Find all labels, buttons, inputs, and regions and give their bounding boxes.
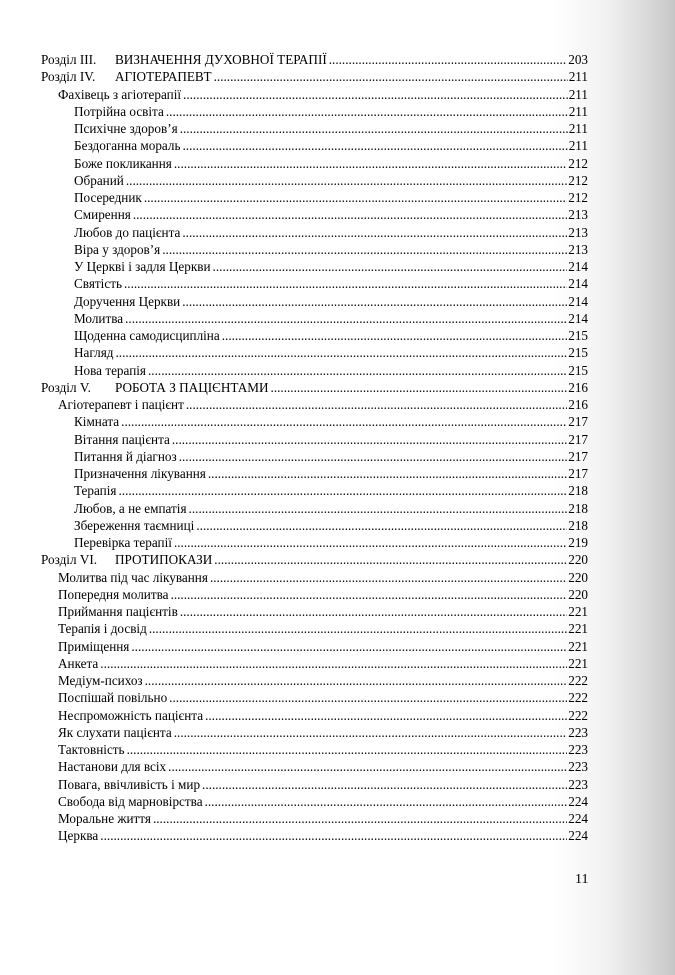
entry-page-number: 217 xyxy=(568,466,588,481)
toc-entry xyxy=(0,103,675,120)
toc-entry-line xyxy=(74,344,588,361)
dot-leader xyxy=(186,396,567,413)
toc-entry-title xyxy=(58,758,167,775)
entry-page-number: 218 xyxy=(568,517,588,533)
dot-leader xyxy=(115,344,567,361)
toc-entry-line xyxy=(74,327,588,344)
toc-entry-title xyxy=(58,776,201,793)
dot-leader xyxy=(222,327,568,344)
dot-leader xyxy=(205,793,568,810)
entry-title: Доручення Церкви xyxy=(74,293,181,309)
entry-page-number: 224 xyxy=(568,828,588,844)
entry-page-number: 211 xyxy=(568,138,588,154)
entry-title: Медіум-психоз xyxy=(58,673,143,688)
dot-leader xyxy=(127,741,568,758)
dot-leader xyxy=(213,258,568,275)
toc-entry xyxy=(0,482,675,499)
entry-title: Психічне здоров’я xyxy=(74,121,178,136)
entry-title: Збереження таємниці xyxy=(74,517,195,533)
entry-title: ПРОТИПОКАЗИ xyxy=(115,552,213,568)
toc-chapter-entry xyxy=(0,51,675,68)
toc-entry-title xyxy=(74,120,179,137)
toc-entry-line xyxy=(58,672,588,689)
entry-title: Свобода від марновірства xyxy=(58,793,203,809)
toc-entry-line xyxy=(74,534,588,551)
toc-entry-line xyxy=(41,51,588,68)
toc-entry xyxy=(0,362,675,379)
toc-entry-line xyxy=(74,258,588,275)
entry-title: Попередня молитва xyxy=(58,586,169,602)
toc-entry-line xyxy=(74,275,588,292)
dot-leader xyxy=(179,448,568,465)
toc-entry-title xyxy=(74,241,161,258)
toc-entry xyxy=(0,827,675,844)
entry-title: Кімната xyxy=(74,414,120,430)
toc-entry xyxy=(0,810,675,827)
entry-page-number: 215 xyxy=(568,362,588,378)
toc-entry-line xyxy=(58,603,588,620)
toc-entry xyxy=(0,448,675,465)
toc-entry-line xyxy=(58,827,588,844)
toc-entry-title xyxy=(58,707,204,724)
entry-page-number: 221 xyxy=(568,604,588,619)
toc-entry xyxy=(0,689,675,706)
entry-page-number: 224 xyxy=(568,811,588,826)
dot-leader xyxy=(205,707,567,724)
toc-entry xyxy=(0,465,675,482)
toc-entry-title xyxy=(74,344,114,361)
entry-title: Тактовність xyxy=(58,742,125,757)
entry-page-number: 218 xyxy=(568,483,588,499)
entry-page-number: 214 xyxy=(568,293,588,309)
toc-entry-title xyxy=(74,137,182,154)
toc-entry xyxy=(0,500,675,517)
toc-entry-title xyxy=(74,500,188,517)
toc-entry xyxy=(0,310,675,327)
dot-leader xyxy=(271,379,568,396)
entry-title: Нова терапія xyxy=(74,362,146,378)
toc-entry-line xyxy=(74,310,588,327)
entry-page-number: 203 xyxy=(568,52,588,67)
dot-leader xyxy=(174,724,568,741)
dot-leader xyxy=(133,206,567,223)
dot-leader xyxy=(168,758,567,775)
toc-entry-title xyxy=(74,362,147,379)
dot-leader xyxy=(172,431,567,448)
toc-entry xyxy=(0,396,675,413)
entry-page-number: 222 xyxy=(568,690,588,706)
dot-leader xyxy=(145,672,568,689)
dot-leader xyxy=(214,551,567,568)
dot-leader xyxy=(100,655,567,672)
toc-entry-line xyxy=(58,810,588,827)
toc-entry xyxy=(0,206,675,223)
toc-entry-line xyxy=(74,517,588,534)
entry-page-number: 211 xyxy=(568,69,588,85)
toc-entry xyxy=(0,413,675,430)
toc-entry xyxy=(0,672,675,689)
dot-leader xyxy=(182,224,567,241)
entry-title: АГІОТЕРАПЕВТ xyxy=(115,69,212,85)
chapter-label: Розділ III. xyxy=(41,52,97,67)
entry-title: Посередник xyxy=(74,190,142,205)
toc-entry-line xyxy=(74,224,588,241)
toc-entry-line xyxy=(74,448,588,465)
dot-leader xyxy=(174,534,567,551)
toc-entry-title xyxy=(74,534,173,551)
toc-entry-line xyxy=(41,68,588,85)
entry-title: Поспішай повільно xyxy=(58,690,168,706)
toc-entry-title xyxy=(58,741,126,758)
entry-page-number: 214 xyxy=(568,276,588,292)
toc-entry xyxy=(0,241,675,258)
entry-page-number: 220 xyxy=(568,569,588,585)
toc-entry xyxy=(0,586,675,603)
toc-entry-line xyxy=(58,758,588,775)
entry-page-number: 213 xyxy=(568,224,588,240)
entry-page-number: 212 xyxy=(568,155,588,171)
entry-title: Терапія xyxy=(74,483,117,499)
dot-leader xyxy=(162,241,567,258)
dot-leader xyxy=(208,465,567,482)
entry-page-number: 211 xyxy=(568,86,588,102)
dot-leader xyxy=(149,620,567,637)
toc-entry xyxy=(0,776,675,793)
toc-entry-title xyxy=(58,638,130,655)
dot-leader xyxy=(131,638,567,655)
toc-chapter-entry xyxy=(0,68,675,85)
dot-leader xyxy=(169,689,567,706)
entry-title: Нагляд xyxy=(74,345,114,361)
entry-title: Вітання пацієнта xyxy=(74,431,170,447)
entry-page-number: 221 xyxy=(568,621,588,637)
toc-entry-title xyxy=(74,189,143,206)
entry-page-number: 215 xyxy=(568,345,588,361)
chapter-label: Розділ V. xyxy=(41,379,91,395)
entry-title: Фахівець з агіотерапії xyxy=(58,86,182,102)
toc-entry xyxy=(0,189,675,206)
toc-entry-line xyxy=(74,189,588,206)
toc-entry-title xyxy=(74,431,171,448)
toc-entry-line xyxy=(58,707,588,724)
dot-leader xyxy=(121,413,567,430)
toc-entry-line xyxy=(58,86,588,103)
entry-page-number: 211 xyxy=(568,121,588,136)
toc-entry-line xyxy=(74,500,588,517)
entry-page-number: 223 xyxy=(568,742,588,757)
toc-entry-title xyxy=(74,293,181,310)
toc-entry-title xyxy=(74,172,125,189)
entry-title: Приймання пацієнтів xyxy=(58,604,178,619)
entry-page-number: 213 xyxy=(568,207,588,223)
toc-entry-title xyxy=(58,810,152,827)
dot-leader xyxy=(183,137,568,154)
entry-page-number: 221 xyxy=(568,638,588,654)
toc-entry xyxy=(0,327,675,344)
entry-page-number: 214 xyxy=(568,310,588,326)
toc-entry-title xyxy=(74,413,120,430)
entry-title: Повага, ввічливість і мир xyxy=(58,776,201,792)
toc-entry-title xyxy=(74,465,207,482)
toc-entry-title xyxy=(41,51,328,68)
entry-page-number: 217 xyxy=(568,414,588,430)
toc-entry xyxy=(0,534,675,551)
toc-entry xyxy=(0,569,675,586)
toc-entry-line xyxy=(58,396,588,413)
entry-title: Молитва xyxy=(74,310,124,326)
toc-entry-title xyxy=(58,724,173,741)
toc-entry-title xyxy=(74,258,212,275)
toc-chapter-entry xyxy=(0,551,675,568)
entry-page-number: 212 xyxy=(568,190,588,205)
dot-leader xyxy=(214,68,568,85)
entry-page-number: 217 xyxy=(568,431,588,447)
chapter-label: Розділ IV. xyxy=(41,69,96,85)
toc-entry xyxy=(0,120,675,137)
toc-entry-line xyxy=(74,137,588,154)
toc-entry xyxy=(0,86,675,103)
toc-entry-line xyxy=(58,793,588,810)
entry-title: Терапія і досвід xyxy=(58,621,147,637)
toc-entry xyxy=(0,155,675,172)
toc-entry-line xyxy=(74,293,588,310)
toc-entry xyxy=(0,293,675,310)
toc-entry-title xyxy=(74,103,165,120)
dot-leader xyxy=(153,810,567,827)
entry-title: Смирення xyxy=(74,207,131,223)
entry-page-number: 223 xyxy=(568,759,588,775)
entry-title: Анкета xyxy=(58,655,99,671)
toc-entry-line xyxy=(58,638,588,655)
toc-entry-title xyxy=(58,672,144,689)
entry-page-number: 216 xyxy=(568,397,588,412)
toc-entry-line xyxy=(58,689,588,706)
toc-entry-line xyxy=(74,362,588,379)
toc-entry xyxy=(0,707,675,724)
toc-entry-line xyxy=(58,569,588,586)
dot-leader xyxy=(144,189,567,206)
entry-title: Молитва під час лікування xyxy=(58,569,208,585)
toc-entry-title xyxy=(58,620,148,637)
dot-leader xyxy=(174,155,567,172)
toc-entry xyxy=(0,275,675,292)
toc-entry-line xyxy=(74,482,588,499)
toc-entry xyxy=(0,137,675,154)
toc-entry-title xyxy=(74,275,123,292)
entry-page-number: 211 xyxy=(568,103,588,119)
dot-leader xyxy=(180,603,567,620)
entry-title: Приміщення xyxy=(58,638,130,654)
toc-chapter-entry xyxy=(0,379,675,396)
entry-title: Віра у здоров’я xyxy=(74,241,161,257)
dot-leader xyxy=(148,362,567,379)
toc-entry xyxy=(0,620,675,637)
toc-entry-title xyxy=(58,586,170,603)
toc-entry xyxy=(0,655,675,672)
entry-title: Бездоганна мораль xyxy=(74,138,181,154)
toc-entry-title xyxy=(58,793,204,810)
toc-entry-title xyxy=(58,86,182,103)
dot-leader xyxy=(202,776,567,793)
entry-page-number: 212 xyxy=(568,172,588,188)
entry-page-number: 219 xyxy=(568,535,588,550)
page-number: 11 xyxy=(575,872,589,887)
toc-entry xyxy=(0,224,675,241)
dot-leader xyxy=(196,517,567,534)
toc-entry-line xyxy=(74,465,588,482)
toc-entry-line xyxy=(74,413,588,430)
toc-entry-title xyxy=(41,68,213,85)
entry-page-number: 222 xyxy=(568,673,588,688)
toc-entry-title xyxy=(58,655,99,672)
chapter-label: Розділ VI. xyxy=(41,552,98,568)
entry-title: Церква xyxy=(58,828,99,844)
entry-page-number: 220 xyxy=(568,586,588,602)
dot-leader xyxy=(124,275,567,292)
entry-page-number: 213 xyxy=(568,241,588,257)
entry-title: Щоденна самодисципліна xyxy=(74,328,220,343)
entry-page-number: 220 xyxy=(568,552,588,568)
dot-leader xyxy=(100,827,567,844)
toc-entry-title xyxy=(74,327,221,344)
entry-page-number: 216 xyxy=(568,379,588,395)
toc-entry xyxy=(0,431,675,448)
toc-entry xyxy=(0,172,675,189)
dot-leader xyxy=(180,120,568,137)
toc-entry-title xyxy=(74,310,124,327)
dot-leader xyxy=(189,500,568,517)
entry-page-number: 222 xyxy=(568,707,588,723)
toc-entry-title xyxy=(74,448,178,465)
toc-entry-line xyxy=(74,103,588,120)
toc-entry xyxy=(0,793,675,810)
dot-leader xyxy=(171,586,568,603)
toc-entry-line xyxy=(58,741,588,758)
toc-entry-line xyxy=(74,241,588,258)
entry-title: Святість xyxy=(74,276,122,292)
entry-page-number: 215 xyxy=(568,328,588,343)
dot-leader xyxy=(166,103,568,120)
toc-entry-title xyxy=(74,206,132,223)
entry-title: Моральне життя xyxy=(58,811,151,826)
toc-entry xyxy=(0,258,675,275)
dot-leader xyxy=(126,172,567,189)
entry-title: У Церкві і задля Церкви xyxy=(74,259,211,274)
toc-entry-title xyxy=(58,569,209,586)
entry-page-number: 217 xyxy=(568,448,588,464)
entry-title: Агіотерапевт і пацієнт xyxy=(58,397,184,412)
entry-title: ВИЗНАЧЕННЯ ДУХОВНОЇ ТЕРАПІЇ xyxy=(115,52,327,67)
entry-title: Питання й діагноз xyxy=(74,448,177,464)
toc-entry-title xyxy=(74,482,117,499)
toc-entry-line xyxy=(74,120,588,137)
toc-entry xyxy=(0,344,675,361)
toc-entry xyxy=(0,517,675,534)
entry-title: Як слухати пацієнта xyxy=(58,724,172,740)
toc-entry-line xyxy=(58,655,588,672)
toc-entry-line xyxy=(58,586,588,603)
dot-leader xyxy=(210,569,567,586)
entry-title: Неспроможність пацієнта xyxy=(58,707,204,723)
dot-leader xyxy=(183,86,568,103)
toc-entry-line xyxy=(74,155,588,172)
toc-entry-title xyxy=(58,603,179,620)
toc-entry-title xyxy=(58,396,185,413)
entry-page-number: 218 xyxy=(568,500,588,516)
toc-entry-title xyxy=(74,155,173,172)
entry-page-number: 214 xyxy=(568,259,588,274)
toc-entry xyxy=(0,724,675,741)
toc-entry-title xyxy=(74,517,195,534)
toc-entry xyxy=(0,603,675,620)
entry-title: Потрійна освіта xyxy=(74,103,164,119)
dot-leader xyxy=(125,310,567,327)
dot-leader xyxy=(182,293,567,310)
toc-entry-line xyxy=(58,776,588,793)
toc-entry-line xyxy=(58,724,588,741)
entry-title: Призначення лікування xyxy=(74,466,206,481)
entry-title: Перевірка терапії xyxy=(74,535,172,550)
toc-entry-line xyxy=(41,551,588,568)
toc-entry-title xyxy=(41,379,270,396)
toc-entry-line xyxy=(74,206,588,223)
entry-page-number: 221 xyxy=(568,655,588,671)
toc-entry-title xyxy=(58,827,99,844)
entry-page-number: 223 xyxy=(568,776,588,792)
toc-entry xyxy=(0,758,675,775)
toc-entry-line xyxy=(74,172,588,189)
entry-title: Обраний xyxy=(74,172,124,188)
toc-entry-title xyxy=(58,689,168,706)
entry-title: РОБОТА З ПАЦІЄНТАМИ xyxy=(115,379,269,395)
entry-title: Любов, а не емпатія xyxy=(74,500,187,516)
toc-entry-line xyxy=(74,431,588,448)
entry-title: Боже покликання xyxy=(74,155,172,171)
entry-title: Любов до пацієнта xyxy=(74,224,181,240)
entry-title: Настанови для всіх xyxy=(58,759,167,775)
dot-leader xyxy=(329,51,567,68)
toc-entry-title xyxy=(74,224,181,241)
toc-entry xyxy=(0,741,675,758)
toc-entry xyxy=(0,638,675,655)
dot-leader xyxy=(118,482,567,499)
entry-page-number: 223 xyxy=(568,724,588,740)
table-of-contents xyxy=(0,51,675,845)
toc-entry-line xyxy=(41,379,588,396)
entry-page-number: 224 xyxy=(568,793,588,809)
toc-entry-line xyxy=(58,620,588,637)
toc-entry-title xyxy=(41,551,213,568)
